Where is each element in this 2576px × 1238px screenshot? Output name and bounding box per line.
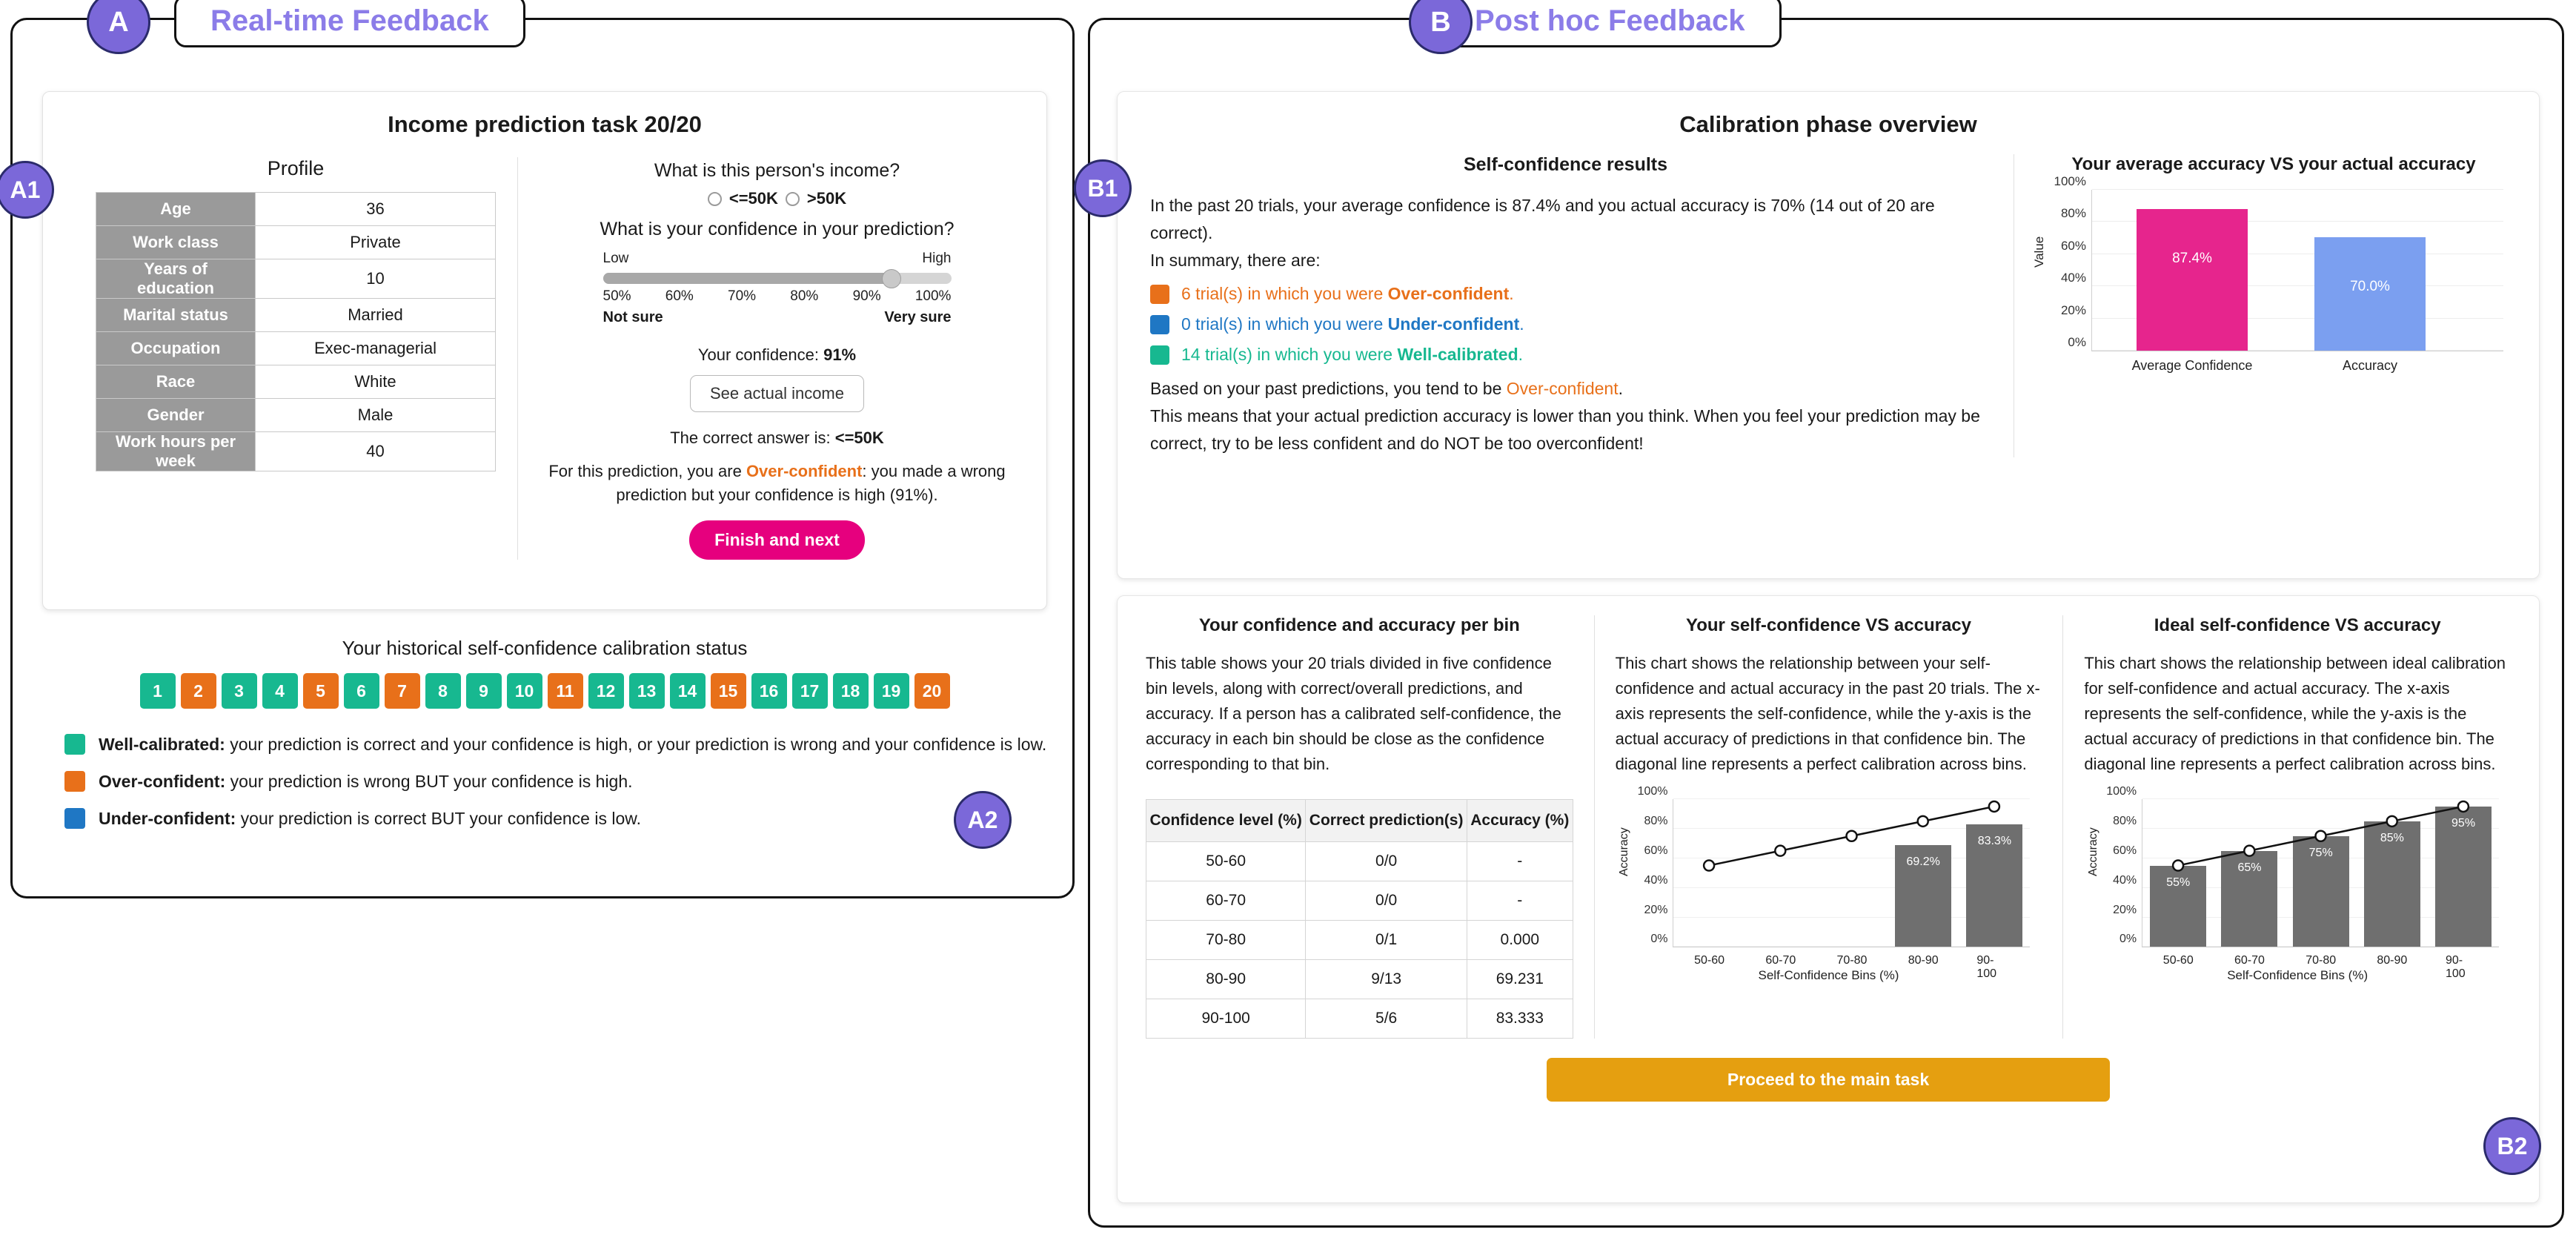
x-axis-tick: 70-80 [1836, 954, 1868, 967]
legend-term: Over-confident: [99, 771, 226, 791]
slider-tick: 50% [602, 288, 631, 304]
y-axis-tick: 60% [1644, 844, 1668, 858]
slider-tick: 90% [852, 288, 881, 304]
table-cell: 50-60 [1146, 841, 1306, 881]
y-axis-tick: 80% [2060, 206, 2086, 221]
bullet-text: 14 trial(s) in which you were [1181, 345, 1398, 365]
table-row [96, 332, 496, 365]
history-title: Your historical self-confidence calibration status [342, 637, 748, 659]
bullet-text: 0 trial(s) in which you were [1181, 314, 1388, 334]
table-row [1146, 841, 1573, 881]
accuracy-chart-title: Your average accuracy VS your actual accuracy [2071, 154, 2476, 174]
bullet-bold: Well-calibrated [1397, 345, 1518, 365]
badge-a: A [87, 0, 150, 54]
well-calibrated-swatch-icon [1150, 345, 1169, 365]
profile-table [96, 192, 496, 471]
table-cell: 0/0 [1306, 881, 1467, 920]
history-chip: 18 [833, 673, 869, 709]
chart-xlabel: Self-Confidence Bins (%) [2227, 968, 2368, 983]
table-cell: 80-90 [1146, 959, 1306, 999]
table-cell: 70-80 [1146, 920, 1306, 959]
your-calibration-description: This chart shows the relationship between your self-confidence and actual accuracy in the past 20 trials. The x-axis represents the self-confidence, while the y-axis is the actual accuracy of predictions in that confidence bin. The diagonal line represents a perfect calibration across bins. [1615, 654, 2040, 774]
bins-table-body [1146, 841, 1573, 1038]
table-row [96, 193, 496, 226]
profile-value: Married [256, 299, 496, 332]
list-item [64, 734, 1047, 755]
x-axis-tick: 50-60 [1694, 954, 1725, 967]
bullet-tail: . [1519, 314, 1524, 334]
not-sure-label: Not sure [602, 309, 663, 325]
over-confident-swatch-icon [64, 771, 85, 792]
finish-and-next-button[interactable]: Finish and next [689, 520, 865, 560]
y-axis-tick: 20% [1644, 903, 1668, 916]
y-axis-tick: 60% [2113, 844, 2137, 858]
profile-value: Exec-managerial [256, 332, 496, 365]
history-chip: 20 [914, 673, 950, 709]
history-chip: 4 [262, 673, 298, 709]
history-chip: 10 [507, 673, 542, 709]
over-confident-swatch-icon [1150, 285, 1169, 304]
profile-key: Work class [96, 226, 256, 259]
accuracy-bar-chart [2032, 174, 2511, 383]
summary-pre: Based on your past predictions, you tend to be [1150, 379, 1507, 399]
history-chip: 5 [303, 673, 339, 709]
summary-tendency [1150, 375, 1981, 403]
table-cell: 83.333 [1467, 999, 1573, 1038]
profile-key: Race [96, 365, 256, 399]
y-axis-tick: 0% [2119, 933, 2137, 946]
profile-value: 36 [256, 193, 496, 226]
table-row [1146, 881, 1573, 920]
bar-label: 83.3% [1977, 834, 2012, 847]
well-calibrated-swatch-icon [64, 734, 85, 755]
table-row [96, 299, 496, 332]
income-options[interactable] [540, 189, 1014, 208]
y-axis-tick: 100% [1637, 785, 1668, 798]
legend-list [42, 734, 1047, 829]
feedback-pre: For this prediction, you are [548, 462, 746, 480]
column-header: Confidence level (%) [1146, 800, 1306, 841]
summary-status: Over-confident [1506, 379, 1619, 399]
column-header: Accuracy (%) [1467, 800, 1573, 841]
slider-low-label: Low [602, 251, 629, 266]
panel-realtime-feedback [10, 4, 1075, 898]
bar-label: 85% [2380, 832, 2404, 845]
y-axis-tick: 20% [2060, 302, 2086, 317]
profile-header: Profile [267, 157, 325, 179]
slider-tick: 80% [790, 288, 819, 304]
self-confidence-results [1118, 154, 2014, 457]
profile-key: Gender [96, 399, 256, 432]
prediction-section [517, 157, 1036, 560]
y-axis-tick: 80% [2113, 815, 2137, 828]
x-axis-tick: Accuracy [2342, 358, 2398, 373]
ideal-calibration-title: Ideal self-confidence VS accuracy [2154, 615, 2441, 635]
table-cell: 0/1 [1306, 920, 1467, 959]
under-confident-swatch-icon [1150, 315, 1169, 334]
panel-b-title: Post hoc Feedback [1438, 0, 1782, 47]
calibration-title: Calibration phase overview [1679, 111, 1977, 137]
sc-line-1: In the past 20 trials, your average confidence is 87.4% and you actual accuracy is 70% (14 out of 20 are correct). [1150, 196, 1935, 242]
calibration-line [2142, 799, 2499, 947]
table-row [96, 259, 496, 299]
table-row [96, 399, 496, 432]
table-cell: 69.231 [1467, 959, 1573, 999]
table-row [96, 365, 496, 399]
bullet-bold: Under-confident [1387, 314, 1520, 334]
history-chip-list [42, 673, 1047, 709]
list-item [64, 771, 1047, 792]
see-actual-income-button[interactable]: See actual income [690, 375, 864, 412]
bar-chart-ylabel: Value [2032, 236, 2046, 268]
bullet-tail: . [1518, 345, 1524, 365]
bullet-bold: Over-confident [1387, 284, 1510, 304]
slider-track[interactable] [603, 273, 952, 284]
confidence-value: 91% [823, 345, 857, 364]
y-axis-tick: 40% [1644, 873, 1668, 887]
option-high-label: >50K [806, 189, 847, 208]
x-axis-tick: 60-70 [1765, 954, 1796, 967]
table-row [1146, 999, 1573, 1038]
panel-posthoc-feedback [1087, 4, 2564, 1228]
history-chip: 3 [222, 673, 257, 709]
sc-line-2: In summary, there are: [1150, 250, 1321, 270]
profile-value: Male [256, 399, 496, 432]
history-chip: 14 [670, 673, 706, 709]
history-chip: 13 [629, 673, 665, 709]
chart-xlabel: Self-Confidence Bins (%) [1758, 968, 1899, 983]
history-chip: 1 [140, 673, 176, 709]
x-axis-tick: 50-60 [2162, 954, 2194, 967]
badge-a1: A1 [0, 161, 54, 219]
your-calibration-chart [1618, 785, 2036, 983]
feedback-status: Over-confident [746, 462, 863, 480]
bar-label: 55% [2166, 876, 2191, 890]
y-axis-tick: 20% [2113, 903, 2137, 916]
confidence-label: Your confidence: [697, 345, 819, 364]
x-axis-tick: Average Confidence [2131, 358, 2253, 373]
bar-label: 69.2% [1906, 855, 1940, 868]
bar-label: 75% [2308, 847, 2333, 860]
calibration-line [1673, 799, 2030, 947]
x-axis-tick: 90-100 [2445, 954, 2466, 981]
slider-knob[interactable] [882, 269, 901, 288]
profile-key: Occupation [96, 332, 256, 365]
self-confidence-heading: Self-confidence results [1463, 154, 1668, 175]
chart-ylabel: Accuracy [1618, 827, 1631, 877]
y-axis-tick: 100% [2106, 785, 2137, 798]
table-row [96, 226, 496, 259]
summary-post: . [1618, 379, 1624, 399]
bullet-text: 6 trial(s) in which you were [1181, 284, 1388, 304]
history-chip: 2 [181, 673, 216, 709]
bar [2314, 237, 2426, 351]
panel-a-title: Real-time Feedback [174, 0, 525, 47]
profile-value: Private [256, 226, 496, 259]
task-card [42, 91, 1047, 610]
badge-b: B [1409, 0, 1473, 54]
very-sure-label: Very sure [884, 309, 952, 325]
table-row [1146, 920, 1573, 959]
task-title: Income prediction task 20/20 [388, 111, 702, 137]
table-cell: 0/0 [1306, 841, 1467, 881]
calibration-detail-card [1117, 595, 2540, 1203]
feedback-post: : you made a wrong prediction but your confidence is high (91%). [616, 462, 1006, 504]
history-card [42, 637, 1047, 874]
correct-answer [540, 428, 1014, 448]
history-chip: 19 [874, 673, 909, 709]
table-row [96, 432, 496, 471]
table-header-row [1146, 800, 1573, 841]
y-axis-tick: 60% [2060, 238, 2086, 253]
table-cell: 60-70 [1146, 881, 1306, 920]
y-axis-tick: 0% [1650, 933, 1668, 946]
legend-text: your prediction is correct BUT your confidence is low. [236, 808, 641, 828]
y-axis-tick: 80% [1644, 815, 1668, 828]
slider-high-label: High [922, 251, 952, 266]
accuracy-comparison-chart-section [2014, 154, 2533, 457]
summary-detail: This means that your actual prediction accuracy is lower than you think. When you feel your prediction may be correct, try to be less confident and do NOT be too overconfident! [1150, 406, 1980, 453]
calibration-overview-card [1117, 91, 2540, 579]
badge-b2: B2 [2483, 1117, 2541, 1175]
radio-low-icon[interactable] [708, 192, 722, 206]
slider-end-labels [603, 251, 952, 267]
history-chip: 17 [792, 673, 828, 709]
prediction-feedback [540, 460, 1014, 507]
confidence-slider[interactable] [603, 251, 952, 326]
x-axis-tick: 80-90 [2377, 954, 2408, 967]
slider-tick: 100% [914, 288, 952, 304]
your-calibration-column [1594, 615, 2063, 1039]
bullet-tail: . [1509, 284, 1514, 304]
y-axis-tick: 0% [2068, 335, 2086, 349]
summary-bullets [1150, 284, 1981, 365]
profile-value: 10 [256, 259, 496, 299]
y-axis-tick: 40% [2113, 873, 2137, 887]
profile-key: Work hours per week [96, 432, 256, 471]
y-axis-tick: 40% [2060, 271, 2086, 285]
table-cell: - [1467, 881, 1573, 920]
table-cell: - [1467, 841, 1573, 881]
correct-answer-value: <=50K [834, 428, 884, 447]
bins-column [1125, 615, 1594, 1039]
correct-answer-label: The correct answer is: [670, 428, 831, 447]
your-calibration-title: Your self-confidence VS accuracy [1685, 615, 1971, 635]
option-low-label: <=50K [728, 189, 778, 208]
table-cell: 0.000 [1467, 920, 1573, 959]
bins-table [1146, 799, 1573, 1038]
under-confident-swatch-icon [64, 808, 85, 829]
table-cell: 9/13 [1306, 959, 1467, 999]
profile-key: Age [96, 193, 256, 226]
profile-value: 40 [256, 432, 496, 471]
bar-label: 87.4% [2172, 251, 2212, 267]
table-cell: 5/6 [1306, 999, 1467, 1038]
y-axis-tick: 100% [2054, 174, 2086, 188]
profile-value: White [256, 365, 496, 399]
x-axis-tick: 90-100 [1976, 954, 1997, 981]
badge-a2: A2 [954, 791, 1012, 849]
bins-title: Your confidence and accuracy per bin [1198, 615, 1520, 635]
slider-tick: 70% [728, 288, 757, 304]
confidence-question: What is your confidence in your prediction? [600, 219, 955, 239]
slider-sureness-labels [603, 309, 952, 326]
list-item [1150, 284, 1981, 304]
ideal-calibration-description: This chart shows the relationship between ideal calibration for self-confidence and actual accuracy. The x-axis represents the self-confidence, while the y-axis is the actual accuracy of predictions in that confidence bin. The diagonal line represents a perfect calibration across bins. [2084, 654, 2506, 774]
profile-key: Years of education [96, 259, 256, 299]
profile-key: Marital status [96, 299, 256, 332]
history-chip: 15 [711, 673, 746, 709]
history-chip: 9 [466, 673, 502, 709]
table-row [1146, 959, 1573, 999]
bar [2137, 209, 2248, 351]
income-question: What is this person's income? [654, 160, 900, 181]
list-item [1150, 345, 1981, 365]
bar-chart-plot [2054, 174, 2503, 373]
legend-term: Under-confident: [99, 808, 236, 828]
legend-text: your prediction is wrong BUT your confidence is high. [225, 771, 633, 791]
ideal-calibration-column [2062, 615, 2532, 1039]
ideal-calibration-chart [2087, 785, 2505, 983]
history-chip: 16 [751, 673, 787, 709]
proceed-to-main-task-button[interactable]: Proceed to the main task [1547, 1058, 2110, 1102]
history-chip: 12 [588, 673, 624, 709]
confidence-readout [540, 345, 1014, 365]
profile-section [43, 157, 517, 560]
list-item [64, 808, 1047, 829]
list-item [1150, 314, 1981, 334]
slider-ticks [603, 288, 952, 305]
slider-tick: 60% [665, 288, 694, 304]
legend-term: Well-calibrated: [99, 734, 225, 754]
history-chip: 7 [385, 673, 420, 709]
gridline [2092, 189, 2503, 190]
x-axis-tick: 60-70 [2234, 954, 2265, 967]
history-chip: 11 [548, 673, 583, 709]
bins-description: This table shows your 20 trials divided in five confidence bin levels, along with correct/overall predictions, and accuracy. If a person has a calibrated self-confidence, the accuracy in each bin should be close as the confidence corresponding to that bin. [1146, 654, 1561, 774]
badge-b1: B1 [1074, 159, 1132, 217]
bar-label: 70.0% [2350, 279, 2390, 295]
legend-text: your prediction is correct and your confidence is high, or your prediction is wrong and your confidence is low. [225, 734, 1047, 754]
bar-label: 65% [2237, 861, 2262, 875]
x-axis-tick: 80-90 [1908, 954, 1939, 967]
history-chip: 8 [425, 673, 461, 709]
chart-ylabel: Accuracy [2087, 827, 2100, 877]
table-cell: 90-100 [1146, 999, 1306, 1038]
x-axis-tick: 70-80 [2306, 954, 2337, 967]
radio-high-icon[interactable] [786, 192, 800, 206]
history-chip: 6 [344, 673, 379, 709]
slider-fill [603, 273, 889, 284]
bar-label: 95% [2451, 817, 2476, 830]
column-header: Correct prediction(s) [1306, 800, 1467, 841]
